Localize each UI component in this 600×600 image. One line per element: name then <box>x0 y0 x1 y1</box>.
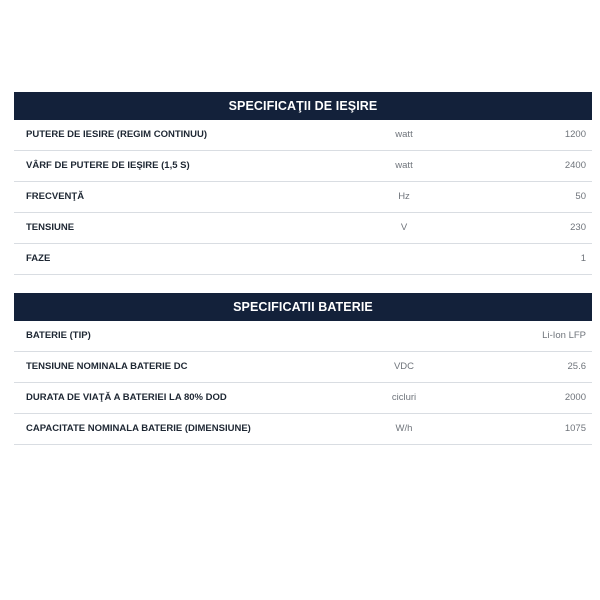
table-row <box>14 120 592 151</box>
row-value: Li-Ion LFP <box>542 330 586 341</box>
battery-specs-table <box>14 293 592 445</box>
row-label: FRECVENŢĂ <box>26 191 85 202</box>
row-unit: VDC <box>393 361 415 372</box>
row-label: BATERIE (TIP) <box>26 330 91 341</box>
table-row <box>14 383 592 414</box>
row-unit: W/h <box>395 423 413 434</box>
table-row <box>14 182 592 213</box>
row-label: DURATA DE VIAŢĂ A BATERIEI LA 80% DOD <box>26 392 227 403</box>
table-row <box>14 213 592 244</box>
table-row <box>14 244 592 275</box>
row-unit: Hz <box>398 191 410 202</box>
row-value: 1075 <box>564 423 586 434</box>
row-unit: watt <box>395 129 413 140</box>
row-label: TENSIUNE <box>26 222 75 233</box>
row-label: PUTERE DE IESIRE (REGIM CONTINUU) <box>26 129 208 140</box>
output-specs-table <box>14 92 592 275</box>
row-label: CAPACITATE NOMINALA BATERIE (DIMENSIUNE) <box>26 423 251 434</box>
row-label: TENSIUNE NOMINALA BATERIE DC <box>26 361 188 372</box>
table-row <box>14 352 592 383</box>
battery-specs-title: SPECIFICATII BATERIE <box>14 293 592 321</box>
row-value: 230 <box>570 222 586 233</box>
row-label: FAZE <box>26 253 51 264</box>
row-unit: watt <box>395 160 413 171</box>
row-unit: V <box>400 222 408 233</box>
row-value: 2000 <box>564 392 586 403</box>
table-row <box>14 414 592 445</box>
row-unit: cicluri <box>391 392 417 403</box>
row-label: VÂRF DE PUTERE DE IEŞIRE (1,5 S) <box>26 160 190 171</box>
row-value: 2400 <box>564 160 586 171</box>
table-row <box>14 321 592 352</box>
row-value: 25.6 <box>567 361 586 372</box>
output-specs-title: SPECIFICAŢII DE IEŞIRE <box>14 92 592 120</box>
row-value: 1 <box>580 253 586 264</box>
row-value: 1200 <box>564 129 586 140</box>
row-value: 50 <box>575 191 586 202</box>
table-row <box>14 151 592 182</box>
